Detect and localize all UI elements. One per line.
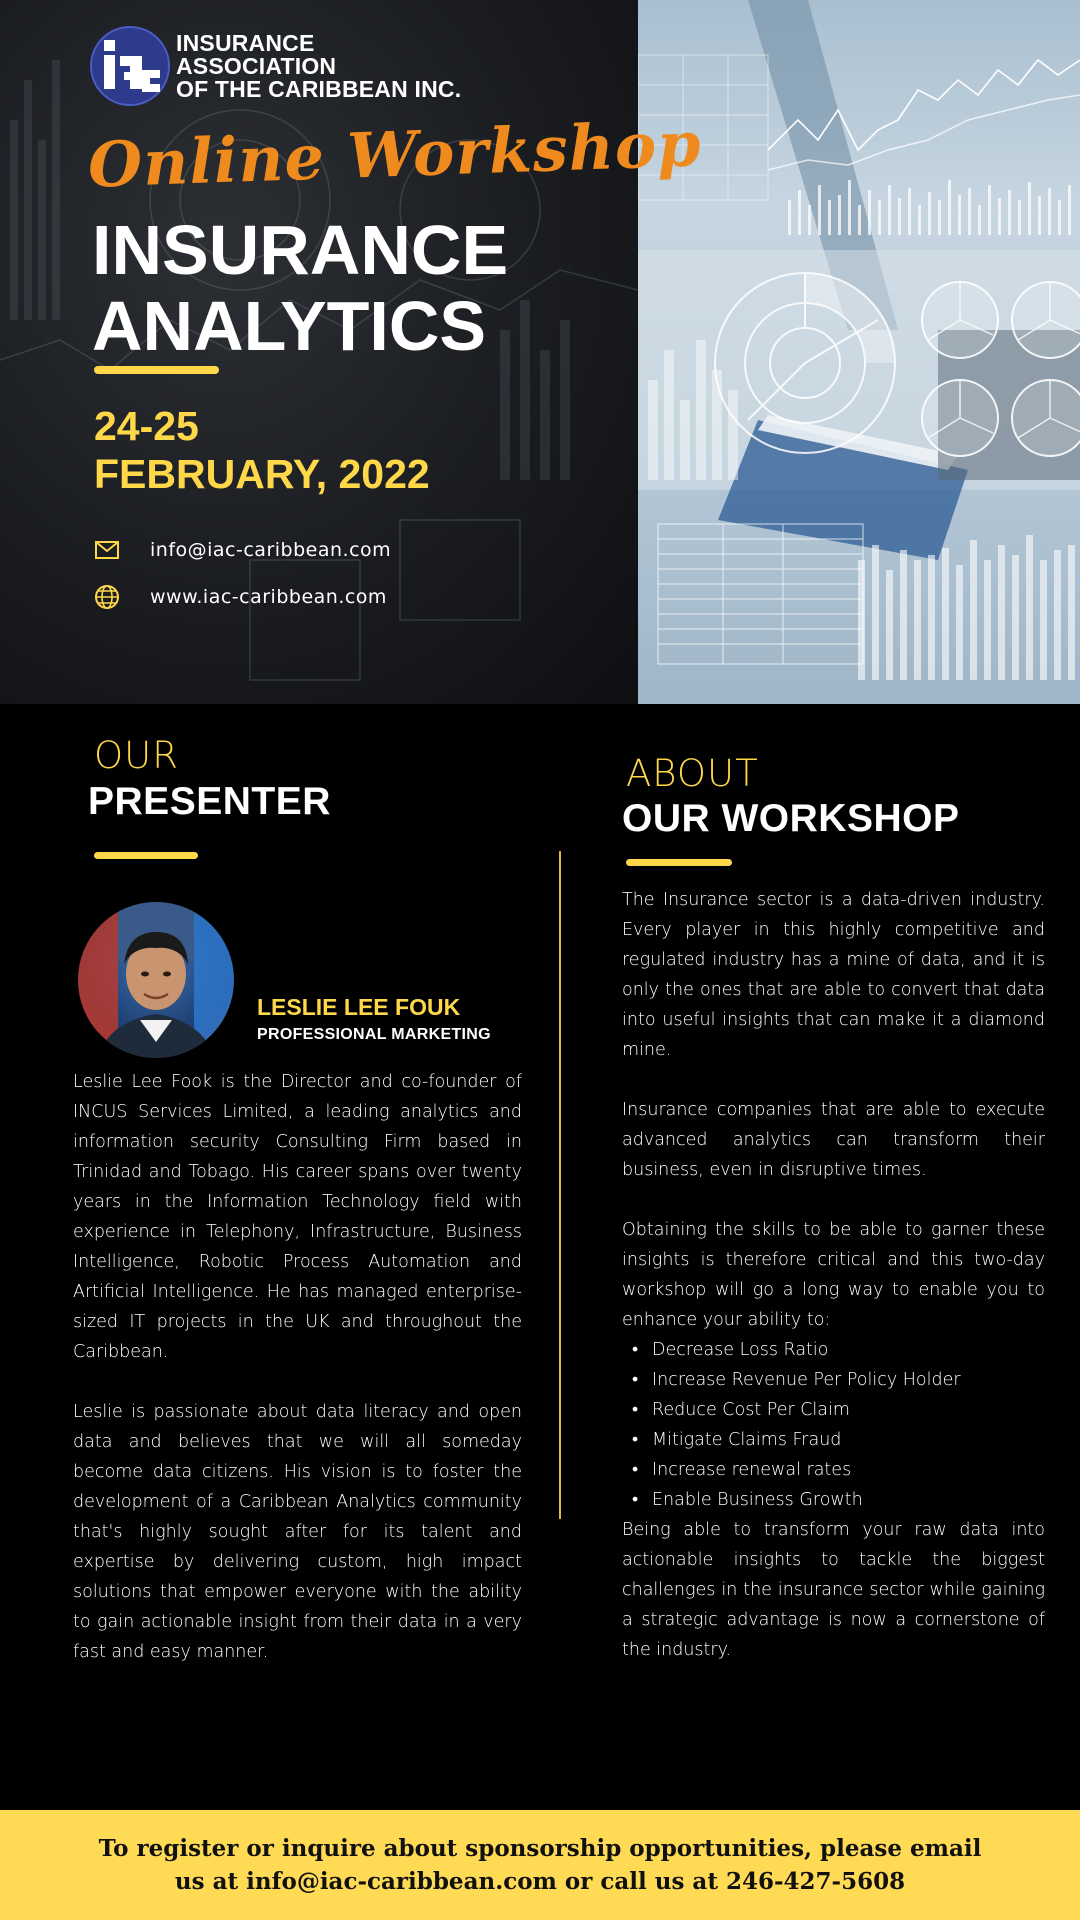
workshop-benefits-list [622, 1335, 1045, 1515]
iac-logo-text [176, 29, 462, 102]
presenter-heading-underline [94, 852, 198, 859]
dashboard-illustration [638, 0, 1080, 704]
title-line-2: ANALYTICS [92, 287, 487, 365]
presenter-name: LESLIE LEE FOUK [257, 994, 461, 1020]
footer-banner [0, 1810, 1080, 1920]
footer-call-to-action [99, 1832, 982, 1898]
column-divider [559, 851, 561, 1519]
email-link[interactable]: info@iac-caribbean.com [150, 539, 392, 561]
presenter-bio-paragraph: Leslie is passionate about data literacy and open data and believes that we will all someday become data citizens. His vision is to foster the development of a Caribbean Analytics community that's highly sought after for its talent and expertise by delivering custom, high impact solutions that empower everyone with the ability to gain actionable insight from their data in a very fast and easy manner. [73, 1402, 522, 1662]
list-item: • Enable Business Growth [622, 1485, 1045, 1515]
avatar [78, 902, 234, 1058]
page-title [92, 212, 508, 364]
hero-photo-analytics [638, 0, 1080, 704]
presenter-portrait [78, 902, 234, 1058]
hero-banner [0, 0, 1080, 704]
title-line-1: INSURANCE [92, 211, 509, 289]
workshop-heading: OUR WORKSHOP [622, 797, 960, 840]
list-item: • Increase Revenue Per Policy Holder [622, 1365, 1045, 1395]
workshop-paragraph: Insurance companies that are able to execute advanced analytics can transform their business, even in disruptive times. [622, 1100, 1045, 1180]
logo-line-3: OF THE CARIBBEAN INC. [176, 75, 462, 102]
iac-logo-mark-icon [90, 26, 170, 106]
title-underline-accent [94, 366, 219, 374]
workshop-heading-underline [626, 859, 732, 866]
website-link[interactable]: www.iac-caribbean.com [150, 586, 387, 608]
workshop-paragraph: Obtaining the skills to be able to garner these insights is therefore critical and this two-day workshop will go a long way to enable you to enhance your ability to: [622, 1220, 1045, 1330]
iac-logo[interactable] [90, 26, 461, 106]
footer-line-1: To register or inquire about sponsorship opportunities, please email [98, 1835, 982, 1862]
presenter-role: PROFESSIONAL MARKETING [257, 1026, 491, 1043]
date-days: 24-25 [94, 403, 199, 449]
presenter-heading: PRESENTER [88, 780, 331, 823]
list-item: • Increase renewal rates [622, 1455, 1045, 1485]
list-item: • Decrease Loss Ratio [622, 1335, 1045, 1365]
envelope-icon [94, 537, 120, 563]
script-subtitle: Online Workshop [86, 107, 703, 202]
contact-email[interactable] [94, 537, 391, 563]
event-date [94, 402, 430, 498]
workshop-paragraph: Being able to transform your raw data into actionable insights to tackle the biggest challenges in the insurance sector while gaining a strategic advantage is now a cornerstone of the industry. [622, 1520, 1045, 1660]
footer-line-2[interactable]: us at info@iac-caribbean.com or call us at 246-427-5608 [174, 1868, 906, 1895]
presenter-bio [73, 1067, 522, 1667]
workshop-heading-light: ABOUT [626, 752, 759, 795]
list-item: • Mitigate Claims Fraud [622, 1425, 1045, 1455]
presenter-bio-paragraph: Leslie Lee Fook is the Director and co-founder of INCUS Services Limited, a leading analytics and information security Consulting Firm based in Trinidad and Tobago. His career spans over twenty years in the Information Technology field with experience in Telephony, Infrastructure, Business Intelligence, Robotic Process Automation and Artificial Intelligence. He has managed enterprise-sized IT projects in the UK and throughout the Caribbean. [73, 1072, 522, 1362]
list-item: • Reduce Cost Per Claim [622, 1395, 1045, 1425]
workshop-paragraph: The Insurance sector is a data-driven industry. Every player in this highly competitive and regulated industry has a mine of data, and it is only the ones that are able to convert that data into useful insights that can make it a diamond mine. [622, 890, 1045, 1060]
logo-line-1: INSURANCE [176, 29, 315, 56]
presenter-heading-light: OUR [94, 734, 179, 777]
date-month-year: FEBRUARY, 2022 [94, 451, 430, 497]
globe-icon [94, 584, 120, 610]
workshop-description [622, 885, 1045, 1665]
contact-website[interactable] [94, 584, 387, 610]
logo-line-2: ASSOCIATION [176, 52, 337, 79]
